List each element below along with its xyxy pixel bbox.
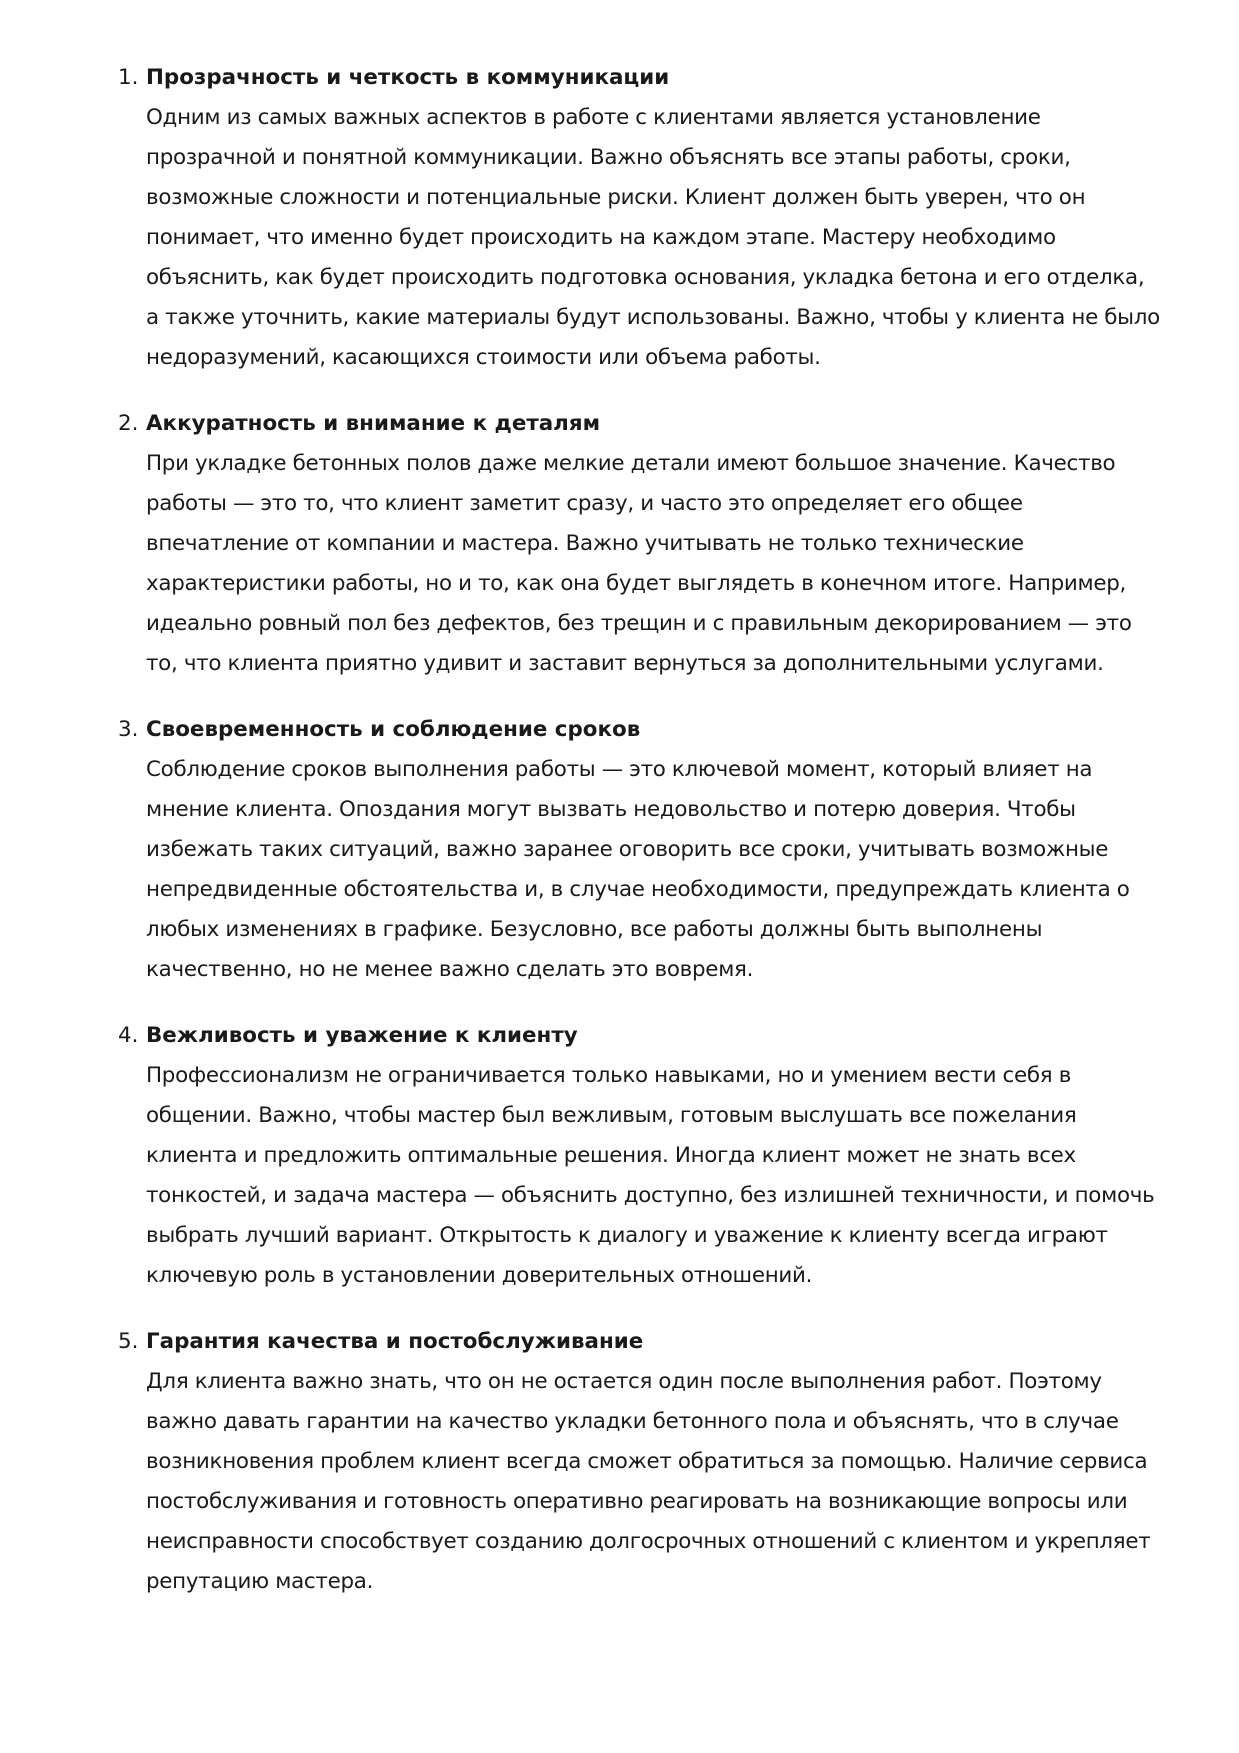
item-body: При укладке бетонных полов даже мелкие детали имеют большое значение. Качество работы — это то, что клиент заметит сразу, и часто это определяет его общее впечатление от компании и мастера. Важно учитывать не только технические характеристики работы, но и то, как она будет выглядеть в конечном итоге. Например, идеально ровный пол без дефектов, без трещин и с правильным декорированием — это то, что клиента приятно удивит и заставит вернуться за дополнительными услугами. — [146, 451, 1132, 676]
item-body: Соблюдение сроков выполнения работы — это ключевой момент, который влияет на мнение клиента. Опоздания могут вызвать недовольство и потерю доверия. Чтобы избежать таких ситуаций, важно заранее оговорить все сроки, учитывать возможные непредвиденные обстоятельства и, в случае необходимости, предупреждать клиента о любых изменениях в графике. Безусловно, все работы должны быть выполнены качественно, но не менее важно сделать это вовремя. — [146, 757, 1130, 982]
item-number: 3. — [118, 717, 139, 742]
item-number: 2. — [118, 411, 139, 436]
item-heading: Аккуратность и внимание к деталям — [146, 411, 601, 436]
item-body: Для клиента важно знать, что он не остается один после выполнения работ. Поэтому важно давать гарантии на качество укладки бетонного пола и объяснять, что в случае возникновения проблем клиент всегда сможет обратиться за помощью. Наличие сервиса постобслуживания и готовность оперативно реагировать на возникающие вопросы или неисправности способствует созданию долгосрочных отношений с клиентом и укрепляет репутацию мастера. — [146, 1369, 1151, 1594]
list-item — [118, 404, 1163, 684]
list-item — [118, 58, 1163, 378]
item-heading: Гарантия качества и постобслуживание — [146, 1329, 644, 1354]
item-heading: Прозрачность и четкость в коммуникации — [146, 65, 670, 90]
item-heading: Своевременность и соблюдение сроков — [146, 717, 641, 742]
item-heading: Вежливость и уважение к клиенту — [146, 1023, 578, 1048]
item-number: 4. — [118, 1023, 139, 1048]
item-number: 1. — [118, 65, 139, 90]
item-number: 5. — [118, 1329, 139, 1354]
item-body: Одним из самых важных аспектов в работе с клиентами является установление прозрачной и понятной коммуникации. Важно объяснять все этапы работы, сроки, возможные сложности и потенциальные риски. Клиент должен быть уверен, что он понимает, что именно будет происходить на каждом этапе. Мастеру необходимо объяснить, как будет происходить подготовка основания, укладка бетона и его отделка, а также уточнить, какие материалы будут использованы. Важно, чтобы у клиента не было недоразумений, касающихся стоимости или объема работы. — [146, 105, 1160, 370]
list-item — [118, 1322, 1163, 1602]
numbered-list — [118, 58, 1163, 1628]
list-item — [118, 1016, 1163, 1296]
item-body: Профессионализм не ограничивается только навыками, но и умением вести себя в общении. Важно, чтобы мастер был вежливым, готовым выслушать все пожелания клиента и предложить оптимальные решения. Иногда клиент может не знать всех тонкостей, и задача мастера — объяснить доступно, без излишней техничности, и помочь выбрать лучший вариант. Открытость к диалогу и уважение к клиенту всегда играют ключевую роль в установлении доверительных отношений. — [146, 1063, 1155, 1288]
list-item — [118, 710, 1163, 990]
